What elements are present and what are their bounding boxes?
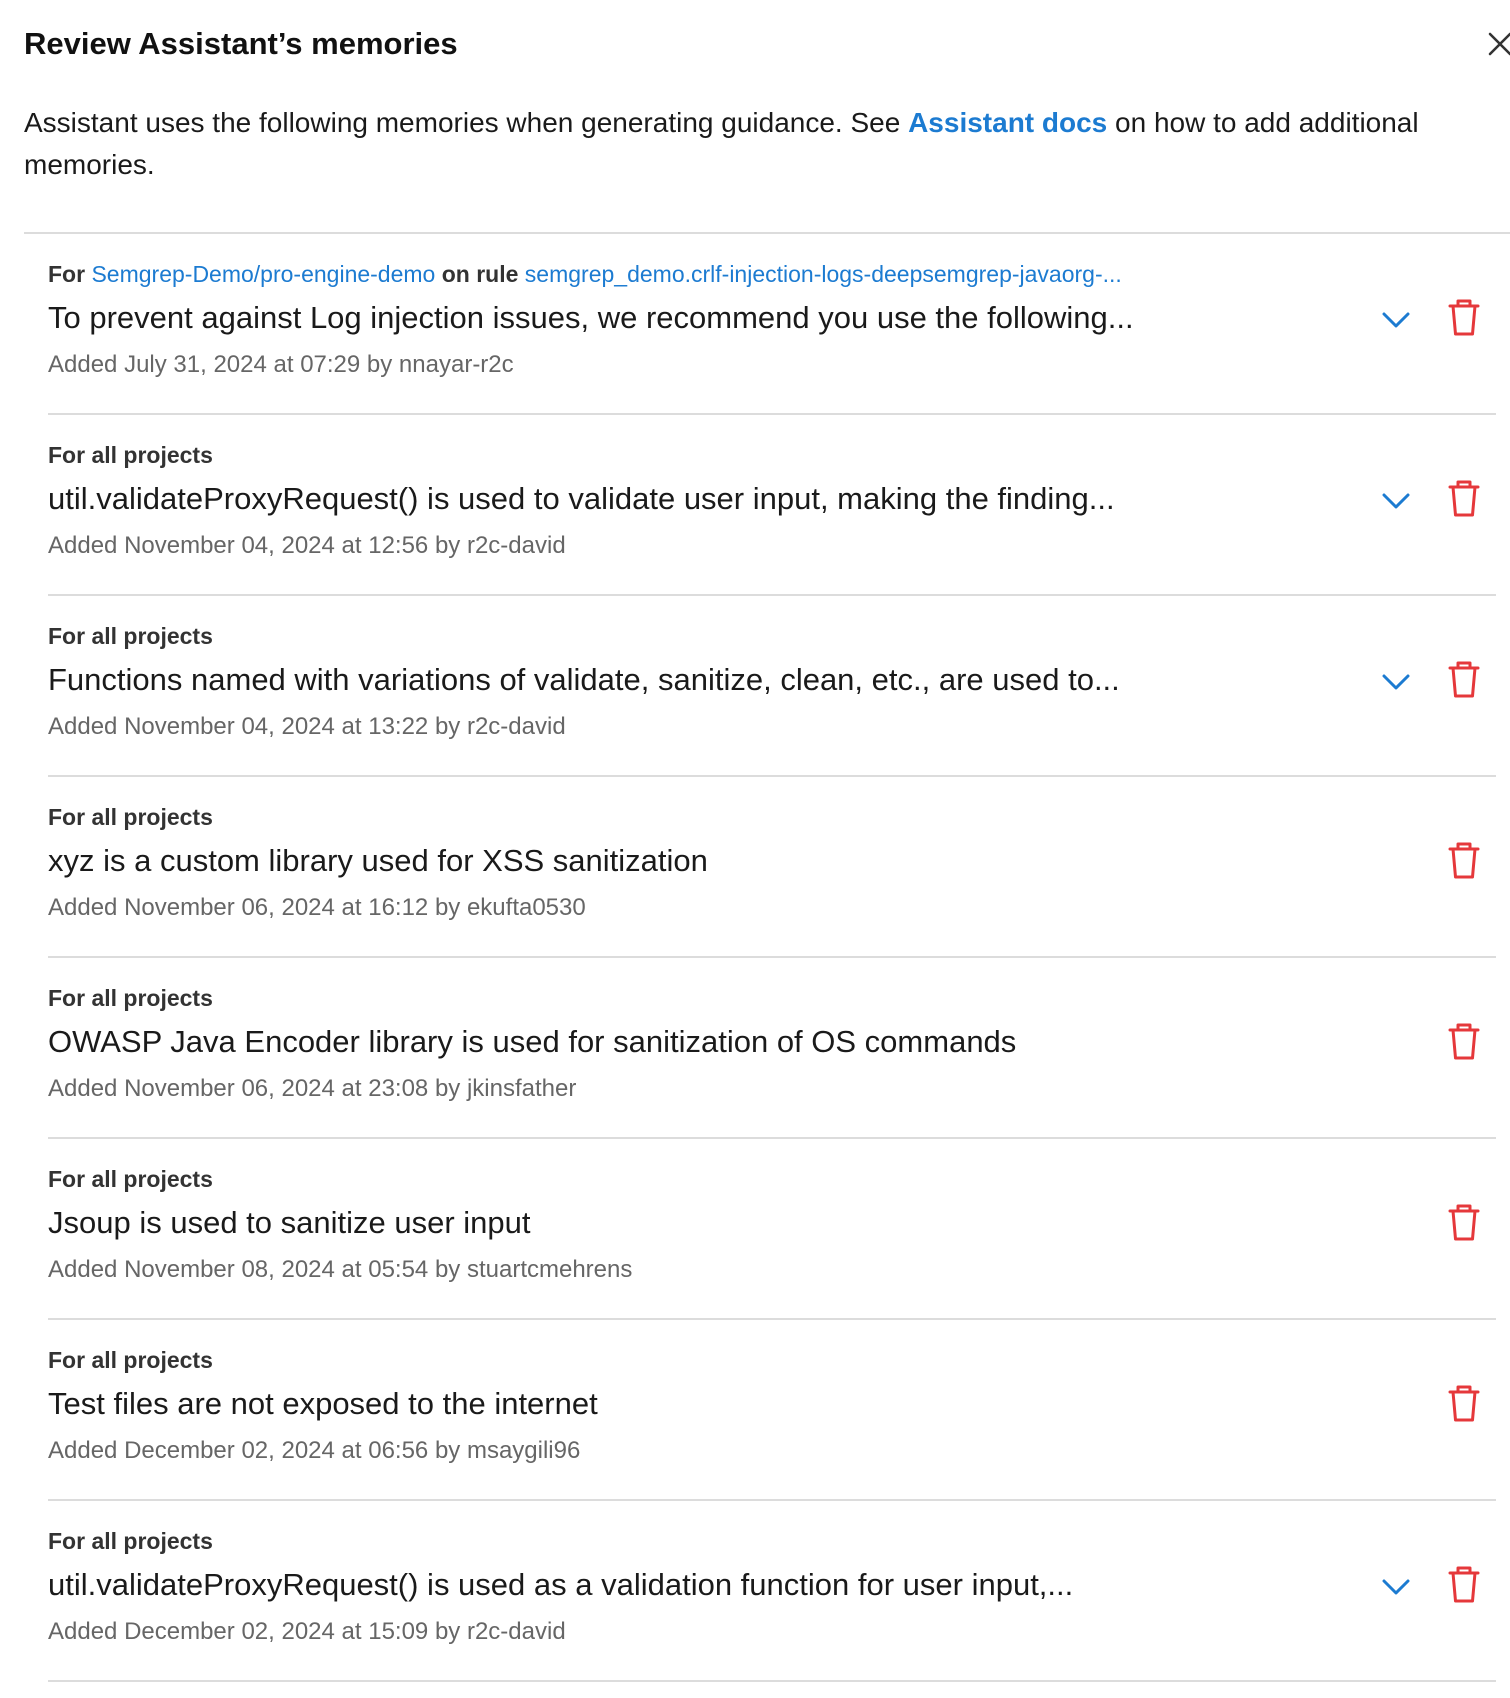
trash-icon (1442, 656, 1486, 704)
memory-scope (48, 1344, 213, 1376)
rule-link[interactable]: semgrep_demo.crlf-injection-logs-deepsemgrep-javaorg-... (524, 261, 1122, 287)
chevron-down-icon (1374, 479, 1418, 523)
memory-meta: Added November 04, 2024 at 12:56 by r2c-david (48, 532, 566, 559)
memory-item (48, 958, 1496, 1139)
delete-button[interactable] (1442, 475, 1486, 523)
expand-button[interactable] (1374, 1565, 1418, 1609)
memory-scope (48, 801, 213, 833)
scope-prefix: For (48, 261, 86, 287)
delete-button[interactable] (1442, 656, 1486, 704)
memory-item (48, 415, 1496, 596)
memory-item (48, 777, 1496, 958)
trash-icon (1442, 1561, 1486, 1609)
memory-meta: Added December 02, 2024 at 15:09 by r2c-david (48, 1618, 566, 1645)
delete-button[interactable] (1442, 837, 1486, 885)
chevron-down-icon (1374, 660, 1418, 704)
modal-title: Review Assistant’s memories (24, 26, 458, 61)
project-link[interactable]: Semgrep-Demo/pro-engine-demo (91, 261, 436, 287)
expand-button[interactable] (1374, 479, 1418, 523)
chevron-down-icon (1374, 298, 1418, 342)
memory-meta: Added December 02, 2024 at 06:56 by msaygili96 (48, 1437, 581, 1464)
expand-button[interactable] (1374, 660, 1418, 704)
assistant-docs-link[interactable]: Assistant docs (908, 107, 1108, 138)
close-icon (1482, 26, 1510, 62)
delete-button[interactable] (1442, 1199, 1486, 1247)
chevron-down-icon (1374, 1565, 1418, 1609)
trash-icon (1442, 1380, 1486, 1428)
memory-scope (48, 1525, 213, 1557)
delete-button[interactable] (1442, 1018, 1486, 1066)
intro-text-before: Assistant uses the following memories when generating guidance. See (24, 107, 909, 138)
memory-item (48, 1320, 1496, 1501)
memory-scope (48, 620, 213, 652)
memory-text: Test files are not exposed to the internet (48, 1386, 598, 1421)
memory-meta: Added November 04, 2024 at 13:22 by r2c-david (48, 713, 566, 740)
trash-icon (1442, 1199, 1486, 1247)
memory-meta: Added July 31, 2024 at 07:29 by nnayar-r2c (48, 351, 514, 378)
memory-scope (48, 258, 1122, 290)
memory-text: util.validateProxyRequest() is used to validate user input, making the finding... (48, 481, 1115, 516)
memory-text: util.validateProxyRequest() is used as a validation function for user input,... (48, 1567, 1074, 1602)
memory-text: xyz is a custom library used for XSS sanitization (48, 843, 708, 878)
rule-prefix: on rule (441, 261, 519, 287)
memory-meta: Added November 08, 2024 at 05:54 by stuartcmehrens (48, 1256, 633, 1283)
memory-item (48, 1501, 1496, 1682)
memory-scope (48, 439, 213, 471)
scope-label: For all projects (48, 1347, 213, 1373)
expand-button[interactable] (1374, 298, 1418, 342)
scope-label: For all projects (48, 1166, 213, 1192)
intro-text (24, 102, 1504, 186)
scope-label: For all projects (48, 985, 213, 1011)
delete-button[interactable] (1442, 294, 1486, 342)
close-button[interactable] (1482, 26, 1510, 62)
memory-item (48, 596, 1496, 777)
memory-item (48, 1139, 1496, 1320)
memory-scope (48, 1163, 213, 1195)
modal-header (24, 22, 1510, 66)
memory-meta: Added November 06, 2024 at 16:12 by ekufta0530 (48, 894, 586, 921)
scope-label: For all projects (48, 442, 213, 468)
memory-text: Jsoup is used to sanitize user input (48, 1205, 531, 1240)
memory-text: Functions named with variations of validate, sanitize, clean, etc., are used to... (48, 662, 1120, 697)
scope-label: For all projects (48, 1528, 213, 1554)
scope-label: For all projects (48, 623, 213, 649)
memory-text: To prevent against Log injection issues, we recommend you use the following... (48, 300, 1134, 335)
scope-label: For all projects (48, 804, 213, 830)
memory-scope (48, 982, 213, 1014)
trash-icon (1442, 475, 1486, 523)
delete-button[interactable] (1442, 1561, 1486, 1609)
memory-list (48, 234, 1496, 1682)
trash-icon (1442, 294, 1486, 342)
trash-icon (1442, 837, 1486, 885)
delete-button[interactable] (1442, 1380, 1486, 1428)
memory-item (48, 234, 1496, 415)
memory-meta: Added November 06, 2024 at 23:08 by jkinsfather (48, 1075, 577, 1102)
memory-text: OWASP Java Encoder library is used for sanitization of OS commands (48, 1024, 1017, 1059)
intro-text-after: on how to add additional memories. (24, 107, 1419, 180)
trash-icon (1442, 1018, 1486, 1066)
